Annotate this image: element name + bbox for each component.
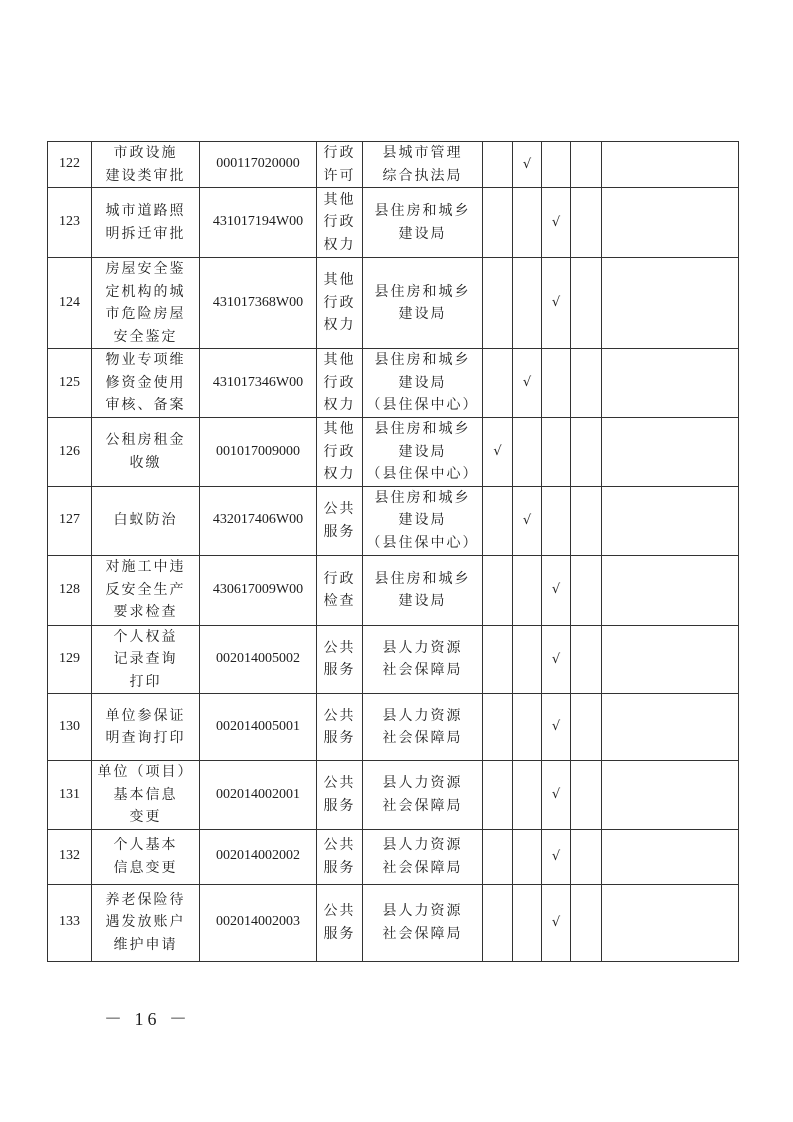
dept-line: 县人力资源 — [382, 903, 463, 919]
dept-line: （县住保中心） — [366, 397, 479, 414]
mark-cell — [571, 555, 602, 625]
dept-line: 建设局 — [398, 374, 447, 391]
page-number: － 16 － — [104, 1009, 191, 1029]
table-row — [48, 625, 739, 694]
dept-line: 县住房和城乡 — [374, 570, 471, 587]
item-code: 001017009000 — [200, 418, 317, 487]
item-department — [363, 555, 483, 625]
remark-cell — [602, 486, 739, 555]
type-line: 行政 — [323, 443, 356, 460]
mark-cell — [571, 258, 602, 349]
dept-line: 县住房和城乡 — [374, 203, 471, 219]
mark-cell — [571, 625, 602, 694]
check-mark-icon: √ — [522, 375, 532, 391]
remark-cell — [602, 188, 739, 258]
row-number: 127 — [48, 486, 92, 555]
type-line: 服务 — [323, 662, 356, 679]
table-row — [48, 349, 739, 418]
mark-cell — [483, 694, 513, 761]
item-name — [92, 418, 200, 487]
type-line: 公共 — [323, 775, 356, 792]
name-line: 建设类审批 — [105, 167, 186, 184]
item-name — [92, 694, 200, 761]
remark-cell — [602, 555, 739, 625]
dept-line: 社会保障局 — [382, 925, 463, 942]
type-line: 权力 — [323, 466, 356, 482]
name-line: 白蚁防治 — [113, 512, 178, 529]
table-row — [48, 486, 739, 555]
mark-cell — [513, 188, 542, 258]
check-mark-icon: √ — [493, 444, 502, 459]
mark-cell — [483, 829, 513, 884]
mark-cell — [483, 625, 513, 694]
item-type — [317, 829, 363, 884]
item-code: 431017346W00 — [200, 349, 317, 418]
type-line: 其他 — [323, 421, 356, 437]
check-mark-icon: √ — [522, 156, 532, 172]
row-number: 129 — [48, 625, 92, 694]
mark-cell — [571, 829, 602, 884]
type-line: 权力 — [323, 397, 356, 414]
type-line: 服务 — [323, 797, 356, 814]
name-line: 定机构的城 — [105, 283, 186, 300]
mark-cell — [483, 142, 513, 188]
table-row — [48, 555, 739, 625]
table-row — [48, 142, 739, 188]
table-row — [48, 884, 739, 961]
row-number: 132 — [48, 829, 92, 884]
dept-line: 县住房和城乡 — [374, 352, 471, 369]
item-department — [363, 258, 483, 349]
table-row — [48, 418, 739, 487]
dept-line: 社会保障局 — [382, 859, 463, 876]
name-line: 物业专项维 — [105, 352, 186, 369]
check-mark-icon: √ — [522, 512, 532, 528]
item-code: 002014005002 — [200, 625, 317, 694]
type-line: 服务 — [323, 859, 356, 876]
item-name — [92, 349, 200, 418]
dept-line: 建设局 — [398, 306, 447, 322]
mark-cell — [542, 349, 571, 418]
dept-line: （县住保中心） — [366, 534, 479, 551]
check-mark-icon: √ — [551, 214, 561, 230]
remark-cell — [602, 418, 739, 487]
item-code: 431017368W00 — [200, 258, 317, 349]
name-line: 要求检查 — [113, 604, 178, 621]
name-line: 变更 — [129, 809, 162, 825]
name-line: 公租房租金 — [105, 432, 186, 449]
item-type — [317, 694, 363, 761]
check-mark-icon: √ — [551, 651, 561, 667]
mark-cell — [513, 418, 542, 487]
type-line: 权力 — [323, 317, 356, 334]
item-type — [317, 761, 363, 830]
mark-cell — [542, 258, 571, 349]
item-code: 000117020000 — [200, 142, 317, 188]
remark-cell — [602, 829, 739, 884]
dept-line: 社会保障局 — [382, 662, 463, 679]
item-name — [92, 625, 200, 694]
row-number: 131 — [48, 761, 92, 830]
type-line: 公共 — [323, 903, 356, 919]
table-row — [48, 188, 739, 258]
mark-cell — [513, 761, 542, 830]
type-line: 检查 — [323, 593, 356, 609]
item-name — [92, 884, 200, 961]
type-line: 权力 — [323, 236, 356, 253]
dept-line: 建设局 — [398, 225, 447, 242]
row-number: 133 — [48, 884, 92, 961]
item-department — [363, 142, 483, 188]
item-code: 002014002003 — [200, 884, 317, 961]
dept-line: 县城市管理 — [382, 145, 463, 161]
item-code: 002014002001 — [200, 761, 317, 830]
mark-cell — [513, 829, 542, 884]
check-mark-icon: √ — [551, 295, 561, 311]
name-line: 单位参保证 — [105, 707, 186, 724]
mark-cell — [513, 486, 542, 555]
check-mark-icon: √ — [551, 914, 561, 930]
check-mark-icon: √ — [551, 582, 561, 598]
type-line: 其他 — [323, 352, 356, 369]
item-name — [92, 829, 200, 884]
dept-line: 县人力资源 — [382, 707, 463, 724]
item-type — [317, 418, 363, 487]
name-line: 维护申请 — [113, 936, 178, 953]
mark-cell — [571, 761, 602, 830]
item-department — [363, 694, 483, 761]
name-line: 遇发放账户 — [105, 914, 186, 931]
item-code: 002014005001 — [200, 694, 317, 761]
mark-cell — [513, 625, 542, 694]
remark-cell — [602, 625, 739, 694]
dept-line: 社会保障局 — [382, 797, 463, 814]
row-number: 126 — [48, 418, 92, 487]
type-line: 行政 — [323, 145, 356, 161]
name-line: 明查询打印 — [105, 730, 186, 746]
mark-cell — [513, 694, 542, 761]
type-line: 行政 — [323, 294, 356, 311]
remark-cell — [602, 884, 739, 961]
dept-line: 县人力资源 — [382, 837, 463, 853]
name-line: 审核、备案 — [105, 397, 186, 414]
mark-cell — [513, 349, 542, 418]
type-line: 服务 — [323, 523, 356, 540]
row-number: 124 — [48, 258, 92, 349]
check-mark-icon: √ — [551, 719, 561, 735]
table-body — [48, 142, 739, 962]
type-line: 服务 — [323, 730, 356, 746]
remark-cell — [602, 258, 739, 349]
type-line: 公共 — [323, 501, 356, 517]
type-line: 公共 — [323, 639, 356, 656]
mark-cell — [483, 761, 513, 830]
item-name — [92, 555, 200, 625]
mark-cell — [571, 884, 602, 961]
row-number: 128 — [48, 555, 92, 625]
item-department — [363, 829, 483, 884]
item-department — [363, 486, 483, 555]
remark-cell — [602, 349, 739, 418]
mark-cell — [542, 884, 571, 961]
dept-line: （县住保中心） — [366, 466, 479, 482]
check-mark-icon: √ — [551, 848, 561, 864]
dept-line: 县住房和城乡 — [374, 421, 471, 437]
item-code: 002014002002 — [200, 829, 317, 884]
mark-cell — [571, 188, 602, 258]
item-department — [363, 625, 483, 694]
dept-line: 县住房和城乡 — [374, 283, 471, 300]
mark-cell — [571, 418, 602, 487]
dept-line: 综合执法局 — [382, 167, 463, 184]
name-line: 基本信息 — [113, 786, 178, 803]
mark-cell — [542, 486, 571, 555]
name-line: 市政设施 — [113, 145, 178, 161]
name-line: 记录查询 — [113, 651, 178, 667]
mark-cell — [483, 258, 513, 349]
item-type — [317, 188, 363, 258]
item-name — [92, 258, 200, 349]
table-row — [48, 258, 739, 349]
item-code: 431017194W00 — [200, 188, 317, 258]
type-line: 服务 — [323, 925, 356, 942]
name-line: 个人权益 — [113, 628, 178, 645]
dept-line: 县人力资源 — [382, 775, 463, 792]
table-row — [48, 761, 739, 830]
remark-cell — [602, 142, 739, 188]
type-line: 行政 — [323, 214, 356, 231]
items-table — [47, 141, 739, 962]
row-number: 125 — [48, 349, 92, 418]
mark-cell — [542, 761, 571, 830]
dept-line: 县住房和城乡 — [374, 489, 471, 506]
name-line: 个人基本 — [113, 837, 178, 853]
mark-cell — [542, 625, 571, 694]
dept-line: 社会保障局 — [382, 730, 463, 746]
name-line: 房屋安全鉴 — [105, 261, 186, 277]
name-line: 城市道路照 — [105, 203, 186, 219]
name-line: 明拆迁审批 — [105, 225, 186, 242]
name-line: 反安全生产 — [105, 581, 186, 598]
mark-cell — [483, 188, 513, 258]
dept-line: 建设局 — [398, 443, 447, 460]
item-type — [317, 884, 363, 961]
mark-cell — [542, 142, 571, 188]
mark-cell — [542, 829, 571, 884]
item-department — [363, 349, 483, 418]
mark-cell — [483, 349, 513, 418]
item-name — [92, 761, 200, 830]
item-type — [317, 555, 363, 625]
item-name — [92, 188, 200, 258]
mark-cell — [571, 349, 602, 418]
name-line: 收缴 — [129, 454, 162, 471]
row-number: 123 — [48, 188, 92, 258]
mark-cell — [542, 188, 571, 258]
mark-cell — [542, 555, 571, 625]
type-line: 公共 — [323, 837, 356, 853]
type-line: 公共 — [323, 707, 356, 724]
name-line: 安全鉴定 — [113, 328, 178, 345]
mark-cell — [542, 418, 571, 487]
check-mark-icon: √ — [551, 787, 561, 802]
item-department — [363, 418, 483, 487]
type-line: 其他 — [323, 272, 356, 289]
item-code: 432017406W00 — [200, 486, 317, 555]
item-name — [92, 142, 200, 188]
item-type — [317, 486, 363, 555]
mark-cell — [483, 884, 513, 961]
item-type — [317, 349, 363, 418]
mark-cell — [542, 694, 571, 761]
mark-cell — [483, 486, 513, 555]
row-number: 122 — [48, 142, 92, 188]
table-row — [48, 829, 739, 884]
item-type — [317, 142, 363, 188]
name-line: 修资金使用 — [105, 374, 186, 391]
item-department — [363, 884, 483, 961]
mark-cell — [513, 258, 542, 349]
mark-cell — [513, 142, 542, 188]
item-department — [363, 761, 483, 830]
table-row — [48, 694, 739, 761]
remark-cell — [602, 761, 739, 830]
mark-cell — [483, 418, 513, 487]
mark-cell — [571, 142, 602, 188]
type-line: 其他 — [323, 191, 356, 208]
mark-cell — [571, 694, 602, 761]
name-line: 打印 — [129, 673, 162, 690]
mark-cell — [571, 486, 602, 555]
type-line: 许可 — [323, 167, 356, 184]
dept-line: 建设局 — [398, 593, 447, 609]
remark-cell — [602, 694, 739, 761]
dept-line: 县人力资源 — [382, 639, 463, 656]
type-line: 行政 — [323, 374, 356, 391]
item-code: 430617009W00 — [200, 555, 317, 625]
item-type — [317, 258, 363, 349]
type-line: 行政 — [323, 570, 356, 587]
dept-line: 建设局 — [398, 512, 447, 529]
item-type — [317, 625, 363, 694]
name-line: 单位（项目） — [97, 764, 194, 780]
name-line: 对施工中违 — [105, 559, 186, 576]
item-department — [363, 188, 483, 258]
mark-cell — [483, 555, 513, 625]
mark-cell — [513, 884, 542, 961]
mark-cell — [513, 555, 542, 625]
name-line: 信息变更 — [113, 859, 178, 876]
row-number: 130 — [48, 694, 92, 761]
item-name — [92, 486, 200, 555]
name-line: 市危险房屋 — [105, 306, 186, 322]
name-line: 养老保险待 — [105, 891, 186, 908]
